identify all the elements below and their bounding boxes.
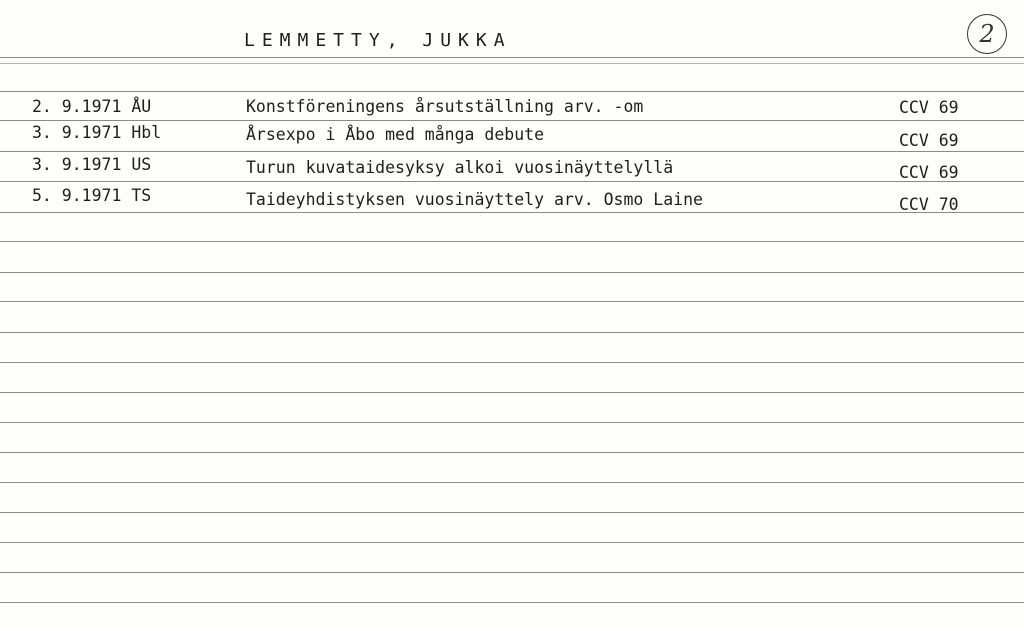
entry-ref: CCV 69 — [899, 98, 959, 117]
rule-line — [0, 272, 1024, 273]
rule-line — [0, 482, 1024, 483]
entry-date: 2. 9.1971 ÅU — [32, 97, 152, 116]
rule-line — [0, 572, 1024, 573]
entry-date: 3. 9.1971 US — [32, 155, 152, 174]
rule-line — [0, 362, 1024, 363]
rule-line — [0, 57, 1024, 58]
card-title: LEMMETTY, JUKKA — [244, 30, 512, 51]
entry-text: Årsexpo i Åbo med många debute — [246, 125, 545, 144]
entry-text: Taideyhdistyksen vuosinäyttely arv. Osmo Laine — [246, 190, 703, 209]
entry-ref: CCV 69 — [899, 163, 959, 182]
rule-line — [0, 542, 1024, 543]
rule-line — [0, 241, 1024, 242]
entry-date: 5. 9.1971 TS — [32, 186, 152, 205]
rule-line — [0, 452, 1024, 453]
rule-line — [0, 63, 1024, 64]
rule-line — [0, 392, 1024, 393]
entry-text: Turun kuvataidesyksy alkoi vuosinäyttelyllä — [246, 158, 674, 177]
rule-line — [0, 512, 1024, 513]
rule-line — [0, 332, 1024, 333]
rule-line — [0, 120, 1024, 121]
entry-date: 3. 9.1971 Hbl — [32, 123, 162, 142]
rule-line — [0, 301, 1024, 302]
rule-line — [0, 151, 1024, 152]
entry-ref: CCV 69 — [899, 131, 959, 150]
entry-ref: CCV 70 — [899, 195, 959, 214]
rule-line — [0, 181, 1024, 182]
rule-line — [0, 602, 1024, 603]
rule-line — [0, 91, 1024, 92]
entry-text: Konstföreningens årsutställning arv. -om — [246, 97, 644, 116]
card-number: 2 — [967, 14, 1007, 54]
rule-line — [0, 422, 1024, 423]
rule-line — [0, 212, 1024, 213]
